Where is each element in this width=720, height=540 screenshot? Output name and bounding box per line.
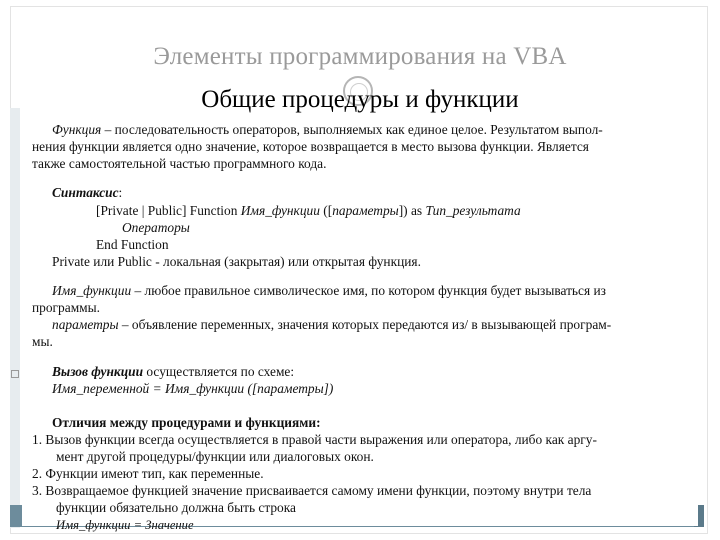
syntax-heading: Синтаксис: bbox=[52, 185, 123, 200]
slide-title: Элементы программирования на VBA bbox=[153, 43, 567, 70]
difference-3-line-2: функции обязательно должна быть строка bbox=[56, 500, 297, 515]
param-line-2: мы. bbox=[32, 334, 53, 349]
syntax-line-2: Операторы bbox=[122, 220, 190, 235]
definition-term: Функция bbox=[52, 122, 102, 137]
slide-subtitle: Общие процедуры и функции bbox=[201, 86, 519, 113]
differences-heading: Отличия между процедурами и функциями: bbox=[52, 415, 321, 430]
call-line-1: Вызов функции осуществляется по схеме: bbox=[52, 364, 295, 379]
difference-3-line-3: Имя_функции = Значение bbox=[56, 518, 194, 532]
scanned-text-image bbox=[22, 114, 698, 532]
difference-3-line-1: 3. Возвращаемое функцией значение присваивается самому имени функции, поэтому внутри тела bbox=[32, 483, 592, 498]
syntax-note: Private или Public - локальная (закрытая) или открытая функция. bbox=[52, 254, 421, 269]
bullet-square-icon bbox=[11, 370, 19, 378]
left-decoration-strip bbox=[10, 108, 20, 528]
call-scheme: Имя_переменной = Имя_функции ([параметры]) bbox=[52, 381, 334, 396]
definition-line-1: Функция – последовательность операторов, выполняемых как единое целое. Результатом выпол- bbox=[52, 122, 603, 137]
difference-1-line-2: мент другой процедуры/функции или диалоговых окон. bbox=[56, 449, 374, 464]
difference-2: 2. Функции имеют тип, как переменные. bbox=[32, 466, 264, 481]
difference-1-line-1: 1. Вызов функции всегда осуществляется в правой части выражения или оператора, либо как аргу- bbox=[32, 432, 597, 447]
name-line-2: программы. bbox=[32, 300, 100, 315]
definition-line-3: также самостоятельной частью программного кода. bbox=[32, 156, 327, 171]
syntax-line-1: [Private | Public] Function Имя_функции ([параметры]) as Тип_результата bbox=[96, 203, 521, 218]
syntax-line-3: End Function bbox=[96, 237, 169, 252]
name-line-1: Имя_функции – любое правильное символическое имя, по котором функция будет вызываться из bbox=[52, 283, 606, 298]
definition-line-2: нения функции является одно значение, которое возвращается в место вызова функции. Является bbox=[32, 139, 589, 154]
param-line-1: параметры – объявление переменных, значения которых передаются из/ в вызывающей програм- bbox=[52, 317, 612, 332]
